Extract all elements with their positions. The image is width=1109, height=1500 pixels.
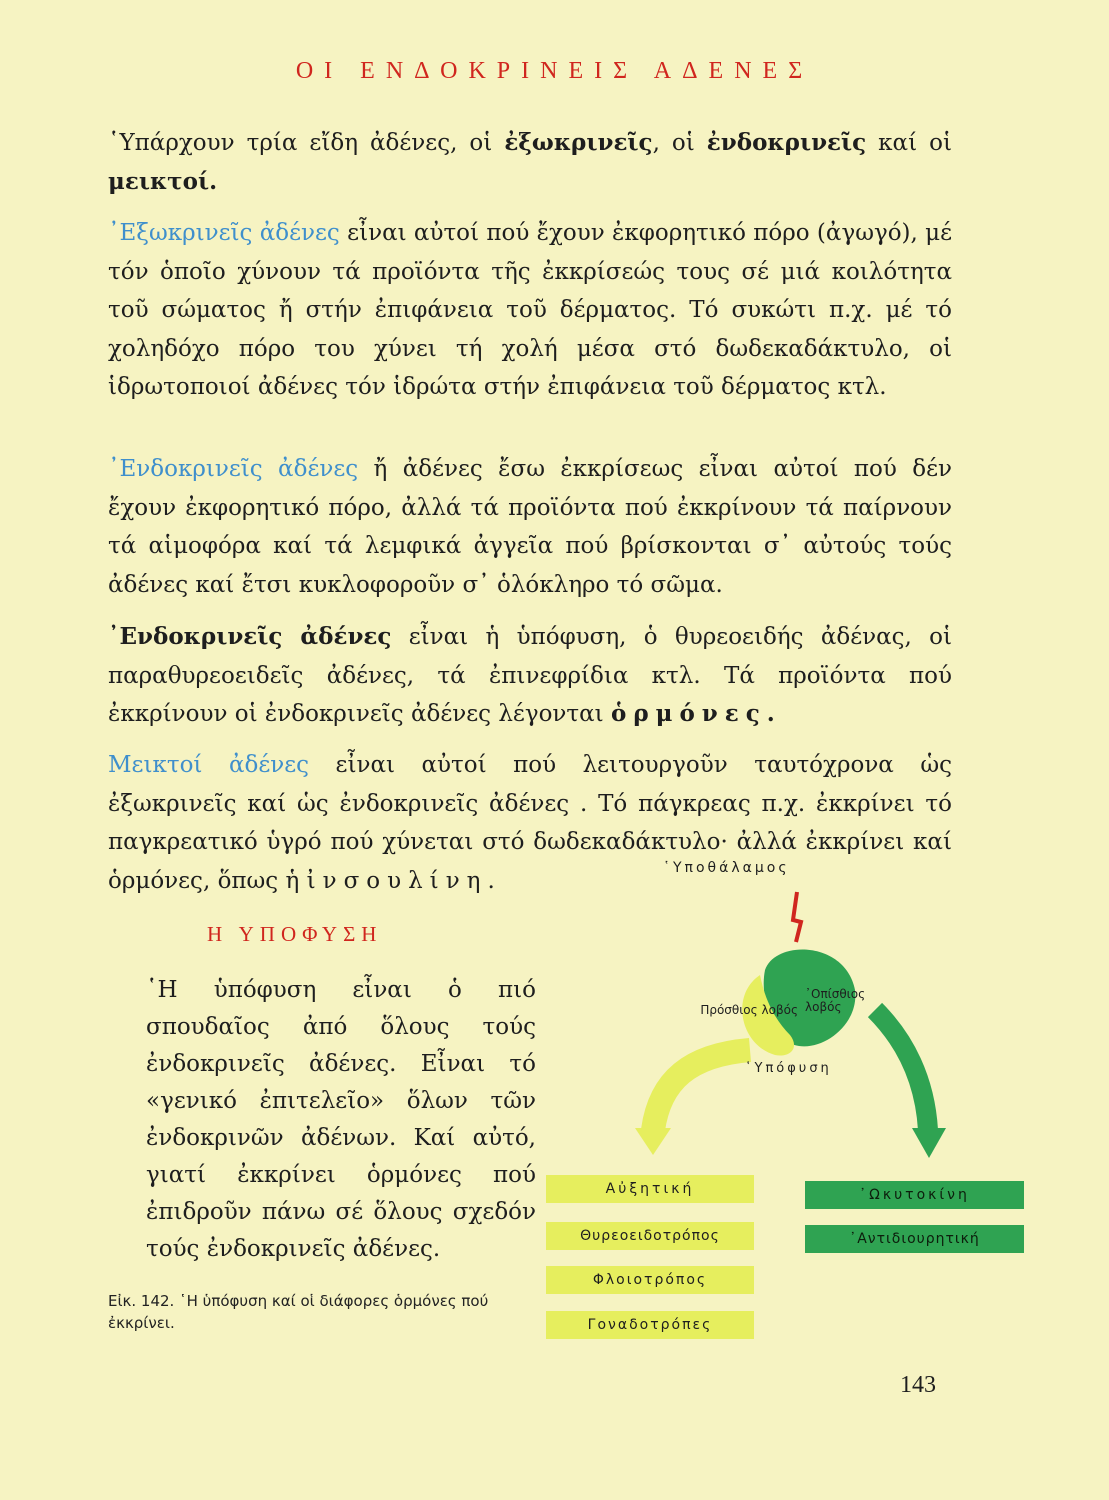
hypothalamus-label: ῾Υποθάλαμος <box>663 860 790 876</box>
anterior-lobe-label: Πρόσθιος λοβός <box>700 1003 798 1017</box>
hormone-box-gonadotropic: Γοναδοτρόπες <box>546 1311 754 1339</box>
hypophysis-diagram-graphic <box>560 880 1080 1180</box>
exocrine-term: ᾿Εξωκρινεῖς ἀδένες <box>108 220 340 246</box>
figure-caption: Εἰκ. 142. ῾Η ὑπόφυση καί οἱ διάφορες ὁρμόνες πού ἐκκρίνει. <box>108 1292 489 1332</box>
hypophysis-diagram <box>560 880 1080 1180</box>
mixed-paragraph: Μεικτοί ἀδένες εἶναι αὐτοί πού λειτουργοῦν ταυτόχρονα ὡς ἐξωκρινεῖς καί ὡς ἐνδοκρινεῖς ἀδένες . Τό πάγκρεας π.χ. ἐκκρίνει τό παγκρεατικό ὑγρό πού χύνεται στό δωδεκαδάκτυλο· ἀλλά ἐκκρίνει καί ὁρμόνες, ὅπως ἡ ἰνσουλίνη. <box>108 752 952 894</box>
insulin-term: ἰνσουλίνη. <box>306 867 502 894</box>
hormone-box-antidiuretic: ᾿Αντιδιουρητική <box>805 1225 1024 1253</box>
hypophysis-gland-label: ῾Υπόφυση <box>745 1061 832 1076</box>
hypothalamus-stalk <box>793 892 801 942</box>
page-number: 143 <box>900 1372 936 1398</box>
posterior-flow-arrow <box>875 1010 928 1130</box>
exocrine-paragraph: ᾿Εξωκρινεῖς ἀδένες εἶναι αὐτοί πού ἔχουν ἐκφορητικό πόρο (ἀγωγό), μέ τόν ὁποῖο χύνουν τά προϊόντα τῆς ἐκκρίσεώς τους σέ μιά κοιλότητα τοῦ σώματος ἤ στήν ἐπιφάνεια τοῦ δέρματος. Τό συκώτι π.χ. μέ τό χοληδόχο πόρο του χύνει τή χολή μέσα στό δωδεκαδάκτυλο, οἱ ἱδρωτοποιοί ἀδένες τόν ἱδρώτα στήν ἐπιφάνεια τοῦ δέρματος κτλ. <box>108 220 953 400</box>
hormones-term: ὁρμόνες. <box>611 700 782 727</box>
hormone-box-thyrotropic: Θυρεοειδοτρόπος <box>546 1222 754 1250</box>
endocrine-term: ᾿Ενδοκρινεῖς ἀδένες <box>108 456 359 482</box>
hormone-box-oxytocin: ᾿Ωκυτοκίνη <box>805 1181 1024 1209</box>
page-title: ΟΙ ΕΝΔΟΚΡΙΝΕΙΣ ΑΔΕΝΕΣ <box>295 58 814 84</box>
posterior-arrow-head <box>912 1128 946 1158</box>
hypophysis-paragraph: ῾Η ὑπόφυση εἶναι ὁ πιό σπουδαῖος ἀπό ὅλους τούς ἐνδοκρινεῖς ἀδένες. Εἶναι τό «γενικό ἐπιτελεῖο» ὅλων τῶν ἐνδοκρινῶν ἀδένων. Καί αὐτό, γιατί ἐκκρίνει ὁρμόνες πού ἐπιδροῦν πάνω σέ ὅλους σχεδόν τούς ἐνδοκρινεῖς ἀδένες. <box>146 977 536 1262</box>
posterior-lobe-label: ᾿Οπίσθιος λοβός <box>805 987 866 1014</box>
endocrine-paragraph: ᾿Ενδοκρινεῖς ἀδένες ἤ ἀδένες ἔσω ἐκκρίσεως εἶναι αὐτοί πού δέν ἔχουν ἐκφορητικό πόρο, ἀλλά τά προϊόντα πού ἐκκρίνουν τά παίρνουν τά αἱμοφόρα καί τά λεμφικά ἀγγεῖα πού βρίσκονται σ᾿ αὐτούς τούς ἀδένες καί ἔτσι κυκλοφοροῦν σ᾿ ὁλόκληρο τό σῶμα. <box>108 456 953 598</box>
endocrine-list-paragraph: ᾿Ενδοκρινεῖς ἀδένες εἶναι ἡ ὑπόφυση, ὁ θυρεοειδής ἀδένας, οἱ παραθυρεοειδεῖς ἀδένες, τά ἐπινεφρίδια κτλ. Τά προϊόντα πού ἐκκρίνουν οἱ ἐνδοκρινεῖς ἀδένες λέγονται ὁρμόνες. <box>108 623 953 727</box>
anterior-arrow-head <box>635 1128 671 1155</box>
mixed-term: Μεικτοί ἀδένες <box>108 752 310 778</box>
anterior-flow-arrow <box>653 1050 750 1130</box>
hormone-box-corticotropic: Φλοιοτρόπος <box>546 1266 754 1294</box>
hormone-box-growth: Αὐξητική <box>546 1175 754 1203</box>
endocrine-list-term: ᾿Ενδοκρινεῖς ἀδένες <box>108 623 392 650</box>
section-title-hypophysis: Η ΥΠΟΦΥΣΗ <box>207 922 383 946</box>
intro-paragraph: ῾Υπάρχουν τρία εἴδη ἀδένες, οἱ ἐξωκρινεῖς, οἱ ἐνδοκρινεῖς καί οἱ μεικτοί. <box>108 129 952 195</box>
